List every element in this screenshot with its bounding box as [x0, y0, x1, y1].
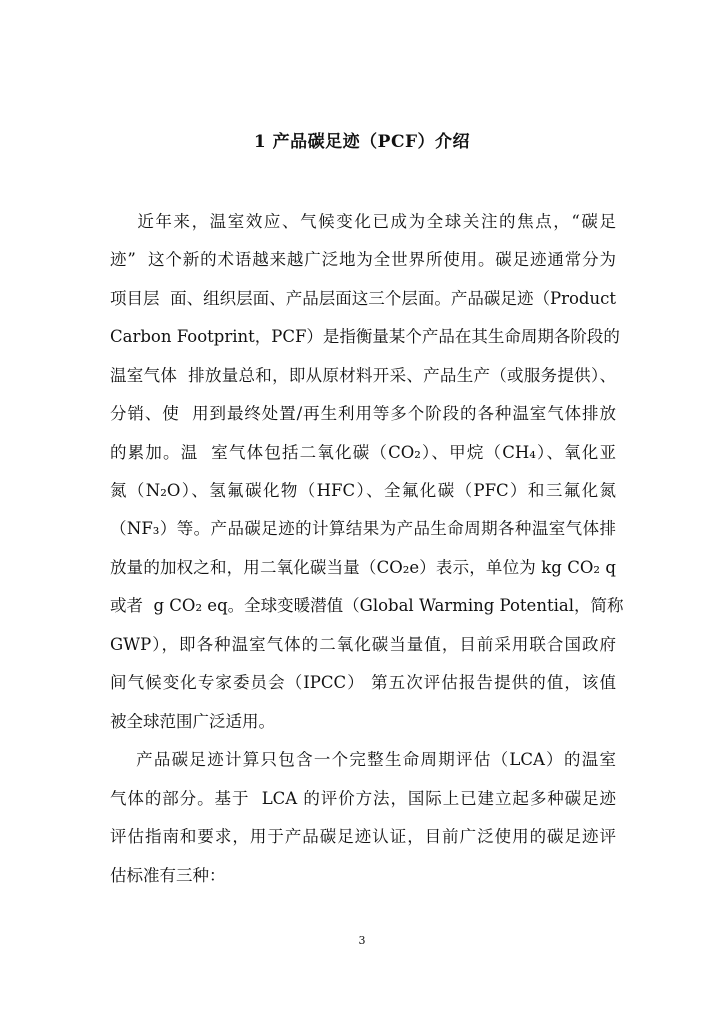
text-line: 氮（N₂O）、氢氟碳化物（HFC）、全氟化碳（PFC）和三氟化氮 — [110, 481, 616, 500]
text-line: 间气候变化专家委员会（IPCC） 第五次评估报告提供的值，该值 — [110, 673, 616, 692]
text-line: 温室气体 排放量总和，即从原材料开采、产品生产（或服务提供）、 — [110, 366, 616, 385]
text-line: 项目层 面、组织层面、产品层面这三个层面。产品碳足迹（Product — [110, 289, 616, 308]
text-line: 评估指南和要求，用于产品碳足迹认证，目前广泛使用的碳足迹评 — [110, 827, 616, 846]
text-line: 估标准有三种： — [110, 866, 226, 885]
text-line: 或者 g CO₂ eq。全球变暖潜值（Global Warming Potential，简称 — [110, 596, 624, 615]
text-line: 迹” 这个新的术语越来越广泛地为全世界所使用。碳足迹通常分为 — [110, 250, 616, 269]
text-line: 气体的部分。基于 LCA 的评价方法，国际上已建立起多种碳足迹 — [110, 789, 616, 808]
section-title: 1 产品碳足迹（PCF）介绍 — [253, 132, 471, 152]
text-line: 的累加。温 室气体包括二氧化碳（CO₂）、甲烷（CH₄）、氧化亚 — [110, 443, 616, 462]
text-line: 分销、使 用到最终处置/再生利用等多个阶段的各种温室气体排放 — [110, 404, 616, 423]
text-line: 放量的加权之和，用二氧化碳当量（CO₂e）表示，单位为 kg CO₂ q — [110, 558, 616, 577]
text-line: Carbon Footprint，PCF）是指衡量某个产品在其生命周期各阶段的 — [110, 327, 620, 346]
text-line: 近年来，温室效应、气候变化已成为全球关注的焦点，“碳足 — [110, 212, 616, 231]
page-number: 3 — [358, 934, 366, 947]
text-line: 被全球范围广泛适用。 — [110, 712, 275, 731]
text-line: （NF₃）等。产品碳足迹的计算结果为产品生命周期各种温室气体排 — [110, 519, 616, 538]
text-line: GWP），即各种温室气体的二氧化碳当量值，目前采用联合国政府 — [110, 635, 616, 654]
text-line: 产品碳足迹计算只包含一个完整生命周期评估（LCA）的温室 — [110, 750, 616, 769]
